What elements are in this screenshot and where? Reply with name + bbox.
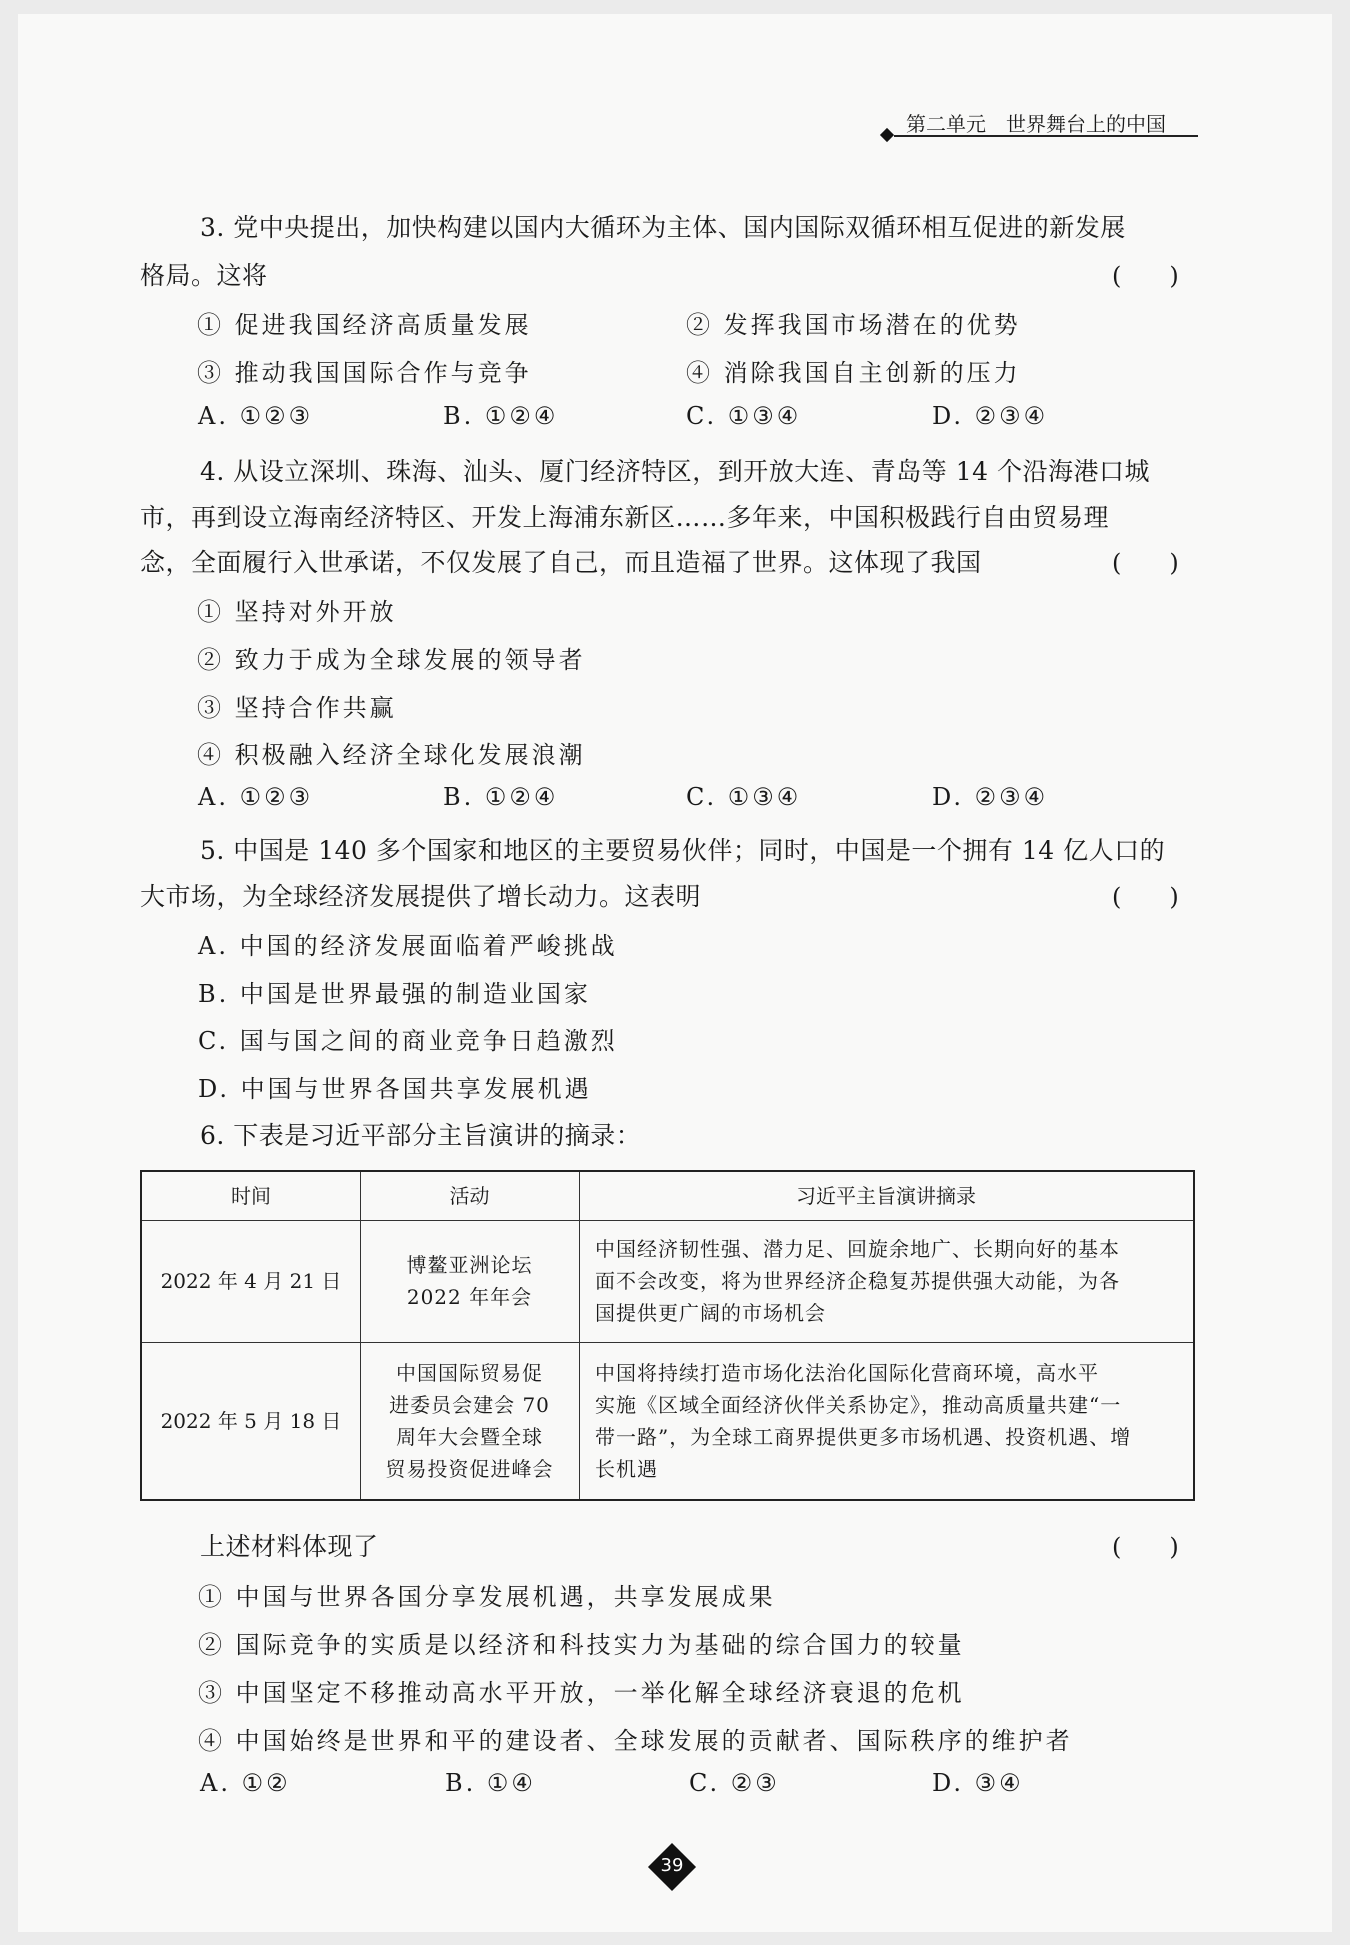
q6-option-3: ③ 中国坚定不移推动高水平开放，一举化解全球经济衰退的危机	[198, 1679, 965, 1707]
q4-stem-line1: 4. 从设立深圳、珠海、汕头、厦门经济特区，到开放大连、青岛等 14 个沿海港口城	[200, 457, 1151, 486]
q4-option-3: ③ 坚持合作共赢	[197, 694, 397, 722]
q4-stem-line3: 念，全面履行入世承诺，不仅发展了自己，而且造福了世界。这体现了我国	[140, 548, 982, 577]
q6-choice-d[interactable]: D. ③④	[932, 1769, 1024, 1797]
q4-stem-line2: 市，再到设立海南经济特区、开发上海浦东新区……多年来，中国积极践行自由贸易理	[140, 503, 1110, 532]
q5-option-b[interactable]: B. 中国是世界最强的制造业国家	[198, 980, 591, 1008]
table-divider	[579, 1172, 580, 1499]
q3-choice-d[interactable]: D. ②③④	[932, 402, 1049, 430]
table-row1-activity: 博鳌亚洲论坛 2022 年年会	[406, 1253, 533, 1309]
q3-choice-a[interactable]: A. ①②③	[198, 402, 314, 430]
page-number-badge	[648, 1843, 696, 1891]
q4-option-2: ② 致力于成为全球发展的领导者	[197, 646, 586, 674]
q6-intro: 6. 下表是习近平部分主旨演讲的摘录：	[200, 1121, 642, 1150]
q6-option-2: ② 国际竞争的实质是以经济和科技实力为基础的综合国力的较量	[198, 1631, 965, 1659]
q3-choice-b[interactable]: B. ①②④	[443, 402, 559, 430]
q5-option-c[interactable]: C. 国与国之间的商业竞争日趋激烈	[198, 1027, 618, 1055]
q6-option-1: ① 中国与世界各国分享发展机遇，共享发展成果	[198, 1583, 776, 1611]
q6-choice-a[interactable]: A. ①②	[200, 1769, 291, 1797]
q4-answer-paren[interactable]: ( )	[1112, 549, 1179, 577]
q5-answer-paren[interactable]: ( )	[1112, 883, 1179, 911]
q4-choice-a[interactable]: A. ①②③	[198, 783, 314, 811]
q6-choice-b[interactable]: B. ①④	[445, 1769, 536, 1797]
q4-option-1: ① 坚持对外开放	[197, 598, 397, 626]
q5-option-a[interactable]: A. 中国的经济发展面临着严峻挑战	[198, 932, 618, 960]
q3-answer-paren[interactable]: ( )	[1112, 262, 1179, 290]
q6-answer-paren[interactable]: ( )	[1112, 1533, 1179, 1561]
table-row2-activity: 中国国际贸易促 进委员会建会 70 周年大会暨全球 贸易投资促进峰会	[385, 1360, 554, 1481]
speech-excerpt-table	[140, 1170, 1195, 1501]
q3-option-1: ① 促进我国经济高质量发展	[197, 311, 532, 339]
q5-option-d[interactable]: D. 中国与世界各国共享发展机遇	[198, 1075, 592, 1103]
table-row2-excerpt: 中国将持续打造市场化法治化国际化营商环境，高水平 实施《区域全面经济伙伴关系协定》，推动高质量共建“一 带一路”，为全球工商界提供更多市场机遇、投资机遇、增 长机遇	[595, 1360, 1132, 1481]
table-header-activity: 活动	[449, 1184, 490, 1208]
q3-stem-line1: 3. 党中央提出，加快构建以国内大循环为主体、国内国际双循环相互促进的新发展	[200, 213, 1126, 242]
page-number: 39	[660, 1855, 684, 1876]
q4-choice-d[interactable]: D. ②③④	[932, 783, 1049, 811]
q6-choice-c[interactable]: C. ②③	[689, 1769, 780, 1797]
q5-stem-line2: 大市场，为全球经济发展提供了增长动力。这表明	[140, 882, 702, 911]
q4-choice-c[interactable]: C. ①③④	[686, 783, 802, 811]
q4-option-4: ④ 积极融入经济全球化发展浪潮	[197, 741, 586, 769]
diamond-bullet-icon	[880, 128, 894, 142]
table-row2-time: 2022 年 5 月 18 日	[160, 1408, 342, 1433]
header-rule	[894, 135, 1198, 137]
table-header-time: 时间	[231, 1184, 271, 1208]
q3-option-3: ③ 推动我国国际合作与竞争	[197, 359, 532, 387]
q3-option-2: ② 发挥我国市场潜在的优势	[686, 311, 1021, 339]
q5-stem-line1: 5. 中国是 140 多个国家和地区的主要贸易伙伴；同时，中国是一个拥有 14 亿人口的	[200, 836, 1166, 865]
unit-title: 第二单元 世界舞台上的中国	[906, 112, 1166, 136]
table-row1-time: 2022 年 4 月 21 日	[160, 1269, 342, 1293]
page-header	[882, 100, 1198, 140]
q3-choice-c[interactable]: C. ①③④	[686, 402, 802, 430]
q3-option-4: ④ 消除我国自主创新的压力	[686, 359, 1021, 387]
q3-stem-line2: 格局。这将	[140, 261, 268, 290]
q6-stem: 上述材料体现了	[200, 1532, 379, 1561]
q6-option-4: ④ 中国始终是世界和平的建设者、全球发展的贡献者、国际秩序的维护者	[198, 1727, 1073, 1755]
table-row1-excerpt: 中国经济韧性强、潜力足、回旋余地广、长期向好的基本 面不会改变，将为世界经济企稳复苏提供强大动能，为各 国提供更广阔的市场机会	[595, 1237, 1120, 1325]
table-header-excerpt: 习近平主旨演讲摘录	[796, 1184, 976, 1208]
q4-choice-b[interactable]: B. ①②④	[443, 783, 559, 811]
